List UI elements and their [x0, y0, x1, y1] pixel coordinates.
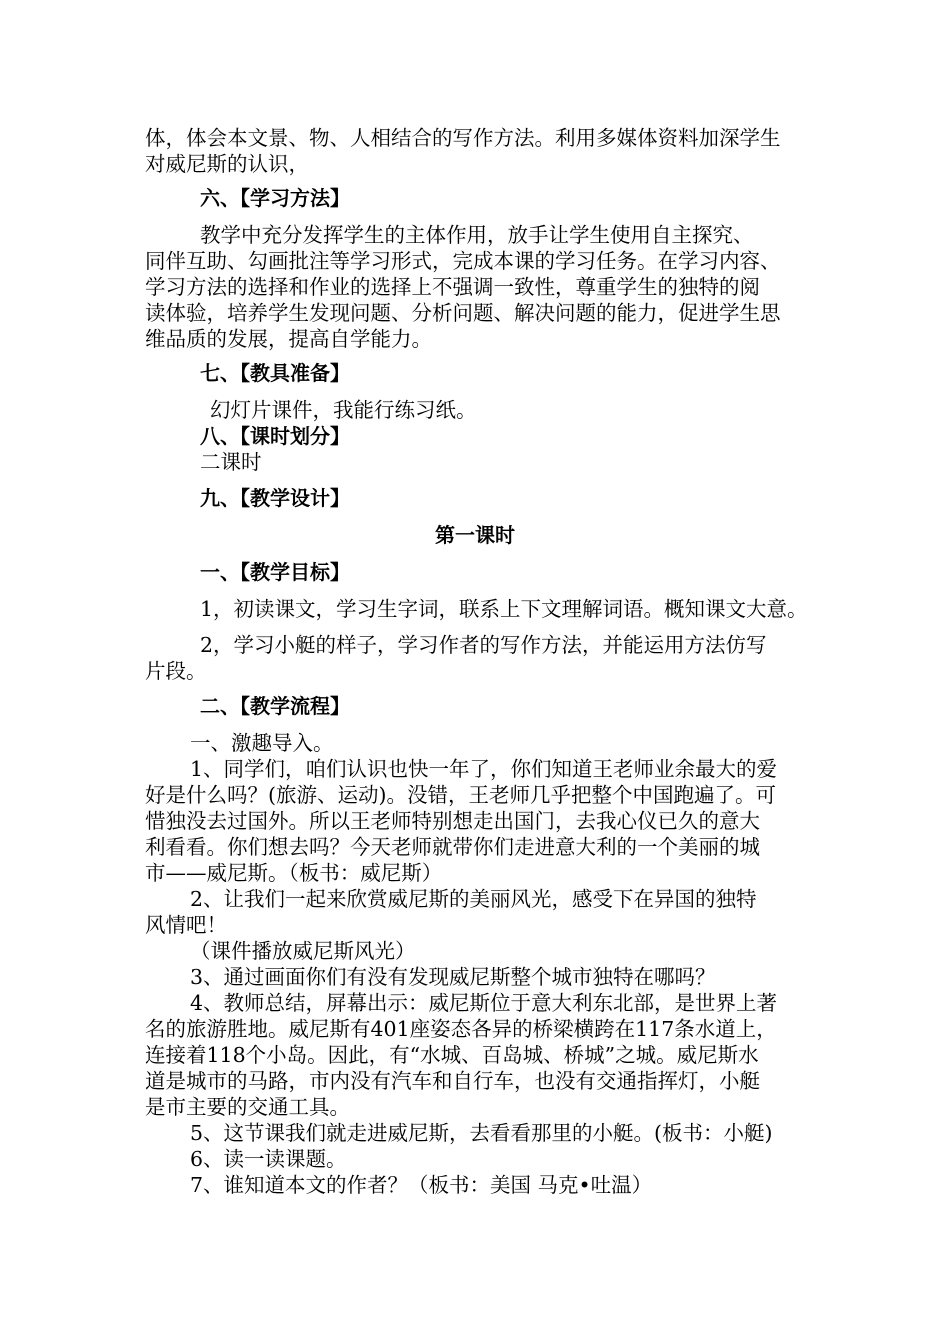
intro-line: 体，体会本文景、物、人相结合的写作方法。利用多媒体资料加深学生 [145, 126, 781, 150]
process-line: 惜独没去过国外。所以王老师特别想走出国门，去我心仪已久的意大 [145, 809, 760, 833]
process-line: 名的旅游胜地。威尼斯有401座姿态各异的桥梁横跨在117条水道上， [145, 1017, 777, 1041]
intro-line: 对威尼斯的认识， [145, 152, 309, 176]
objective-line: 2，学习小艇的样子，学习作者的写作方法，并能运用方法仿写 [200, 633, 767, 657]
process-line: 利看看。你们想去吗？今天老师就带你们走进意大利的一个美丽的城 [145, 835, 760, 859]
process-line: 一、激趣导入。 [190, 731, 334, 755]
process-line: 风情吧！ [145, 913, 227, 937]
paragraph-line: 读体验，培养学生发现问题、分析问题、解决问题的能力，促进学生思 [145, 301, 781, 325]
section-heading-teaching-aids: 七、【教具准备】 [200, 361, 350, 385]
paragraph-line: 维品质的发展，提高自学能力。 [145, 327, 432, 351]
process-line: （课件播放威尼斯风光） [190, 939, 416, 963]
process-line: 7、谁知道本文的作者？（板书：美国 马克•吐温） [190, 1173, 653, 1197]
paragraph-line: 同伴互助、勾画批注等学习形式，完成本课的学习任务。在学习内容、 [145, 249, 781, 273]
objective-line: 1，初读课文，学习生字词，联系上下文理解词语。概知课文大意。 [200, 597, 808, 621]
process-line: 1、同学们，咱们认识也快一年了，你们知道王老师业余最大的爱 [190, 757, 778, 781]
process-line: 道是城市的马路，市内没有汽车和自行车，也没有交通指挥灯，小艇 [145, 1069, 760, 1093]
process-line: 2、让我们一起来欣赏威尼斯的美丽风光，感受下在异国的独特 [190, 887, 757, 911]
process-line: 6、读一读课题。 [190, 1147, 347, 1171]
section-heading-class-hours: 八、【课时划分】 [200, 424, 350, 448]
paragraph-line: 教学中充分发挥学生的主体作用，放手让学生使用自主探究、 [200, 223, 754, 247]
process-line: 4、教师总结，屏幕出示：威尼斯位于意大利东北部，是世界上著 [190, 991, 778, 1015]
paragraph-line: 二课时 [200, 450, 262, 474]
lesson-title: 第一课时 [435, 523, 515, 547]
section-heading-study-method: 六、【学习方法】 [200, 186, 350, 210]
process-line: 3、通过画面你们有没有发现威尼斯整个城市独特在哪吗？ [190, 965, 716, 989]
process-line: 连接着118个小岛。因此，有“水城、百岛城、桥城”之城。威尼斯水 [145, 1043, 759, 1067]
process-line: 5、这节课我们就走进威尼斯，去看看那里的小艇。(板书：小艇) [190, 1121, 773, 1145]
objective-line: 片段。 [145, 659, 207, 683]
process-line: 市——威尼斯。（板书：威尼斯） [145, 861, 443, 885]
section-heading-objectives: 一、【教学目标】 [200, 560, 350, 584]
paragraph-line: 学习方法的选择和作业的选择上不强调一致性，尊重学生的独特的阅 [145, 275, 760, 299]
process-line: 好是什么吗？(旅游、运动)。没错，王老师几乎把整个中国跑遍了。可 [145, 783, 776, 807]
paragraph-line: 幻灯片课件，我能行练习纸。 [210, 398, 477, 422]
process-line: 是市主要的交通工具。 [145, 1095, 350, 1119]
section-heading-process: 二、【教学流程】 [200, 694, 350, 718]
section-heading-teaching-design: 九、【教学设计】 [200, 486, 350, 510]
